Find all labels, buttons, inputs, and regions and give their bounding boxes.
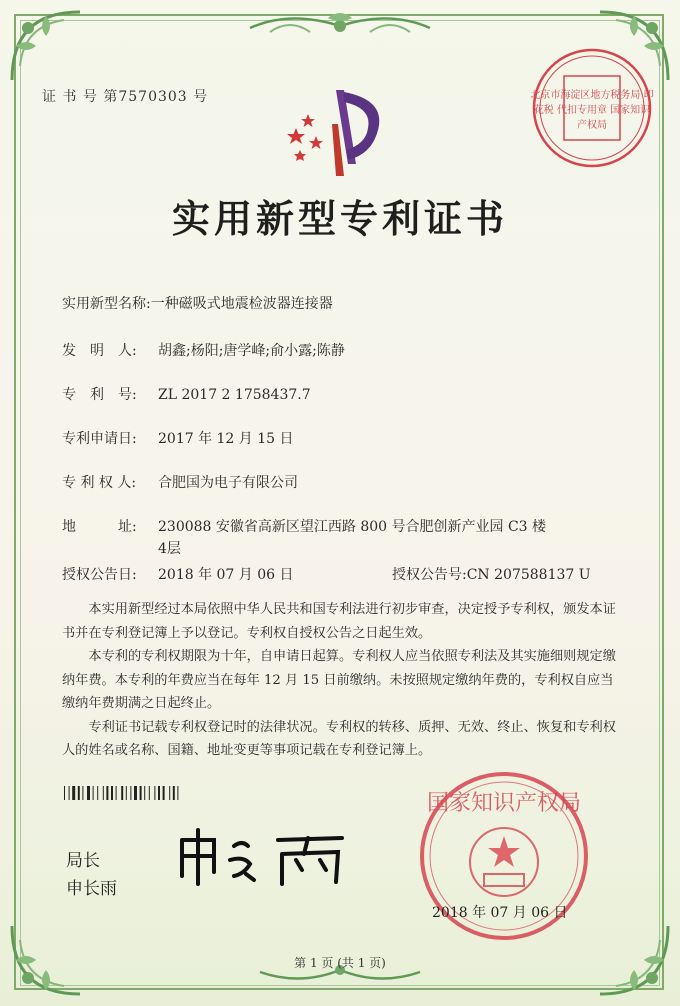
page-number: 第 1 页 (共 1 页) xyxy=(294,956,386,970)
grant-announcement-number: CN 207588137 U xyxy=(466,567,591,583)
inventor-row xyxy=(62,340,345,360)
barcode-icon xyxy=(64,786,252,800)
top-ornament-icon xyxy=(240,8,440,42)
address-row xyxy=(62,516,546,536)
patentee-row xyxy=(62,472,298,492)
field-label: 授权公告日: xyxy=(62,567,137,583)
address-line-1: 230088 安徽省高新区望江西路 800 号合肥创新产业园 C3 楼 xyxy=(158,519,547,535)
application-date-row xyxy=(62,428,294,448)
field-label: 专 利 权 人: xyxy=(62,475,137,491)
field-label: 发 明 人: xyxy=(62,343,137,359)
tax-stamp-text: 北京市海淀区地方税务局 印花税 代扣专用章 国家知识产权局 xyxy=(530,90,654,131)
patent-office-logo-icon xyxy=(286,84,396,180)
signatory-name: 申长雨 xyxy=(66,879,117,899)
utility-model-name: 一种磁吸式地震检波器连接器 xyxy=(150,296,333,312)
legal-text xyxy=(62,598,622,763)
field-label: 授权公告号: xyxy=(392,567,467,583)
handwritten-signature xyxy=(174,826,354,886)
paragraph: 本专利的专利权期限为十年，自申请日起算。专利权人应当依照专利法及其实施细则规定缴纳年费。本专利的年费应当在每年 12 月 15 日前缴纳。未按照规定缴纳年费的，专利权自应当缴纳年费期满之日起终止。 xyxy=(62,649,616,711)
patentee: 合肥国为电子有限公司 xyxy=(158,475,298,491)
field-label: 专 利 号: xyxy=(62,387,137,403)
address-line-2: 4层 xyxy=(158,541,181,557)
patent-number: ZL 2017 2 1758437.7 xyxy=(158,387,311,403)
grant-announcement-number-row xyxy=(392,564,591,584)
paragraph: 本实用新型经过本局依照中华人民共和国专利法进行初步审查，决定授予专利权，颁发本证书并在专利登记簿上予以登记。专利权自授权公告之日起生效。 xyxy=(62,602,616,641)
patent-number-row xyxy=(62,384,311,404)
corner-ornament-icon xyxy=(6,6,86,86)
inventors: 胡鑫;杨阳;唐学峰;俞小露;陈静 xyxy=(158,343,345,359)
field-label: 专利申请日: xyxy=(62,431,137,447)
page-title: 实用新型专利证书 xyxy=(171,196,508,241)
seal-date: 2018 年 07 月 06 日 xyxy=(432,905,568,921)
seal-text: 国家知识产权局 xyxy=(426,791,582,816)
paragraph: 专利证书记载专利权登记时的法律状况。专利权的转移、质押、无效、终止、恢复和专利权人的姓名或名称、国籍、地址变更等事项记载在专利登记簿上。 xyxy=(62,719,616,758)
application-date: 2017 年 12 月 15 日 xyxy=(158,431,294,447)
certificate-number: 证 书 号 第7570303 号 xyxy=(42,89,209,105)
utility-model-name-row xyxy=(62,293,333,313)
signatory-title: 局长 xyxy=(66,851,100,871)
grant-announcement-date-row xyxy=(62,564,294,584)
field-label: 地 址: xyxy=(62,519,137,535)
grant-announcement-date: 2018 年 07 月 06 日 xyxy=(158,567,294,583)
field-label: 实用新型名称: xyxy=(62,296,151,312)
